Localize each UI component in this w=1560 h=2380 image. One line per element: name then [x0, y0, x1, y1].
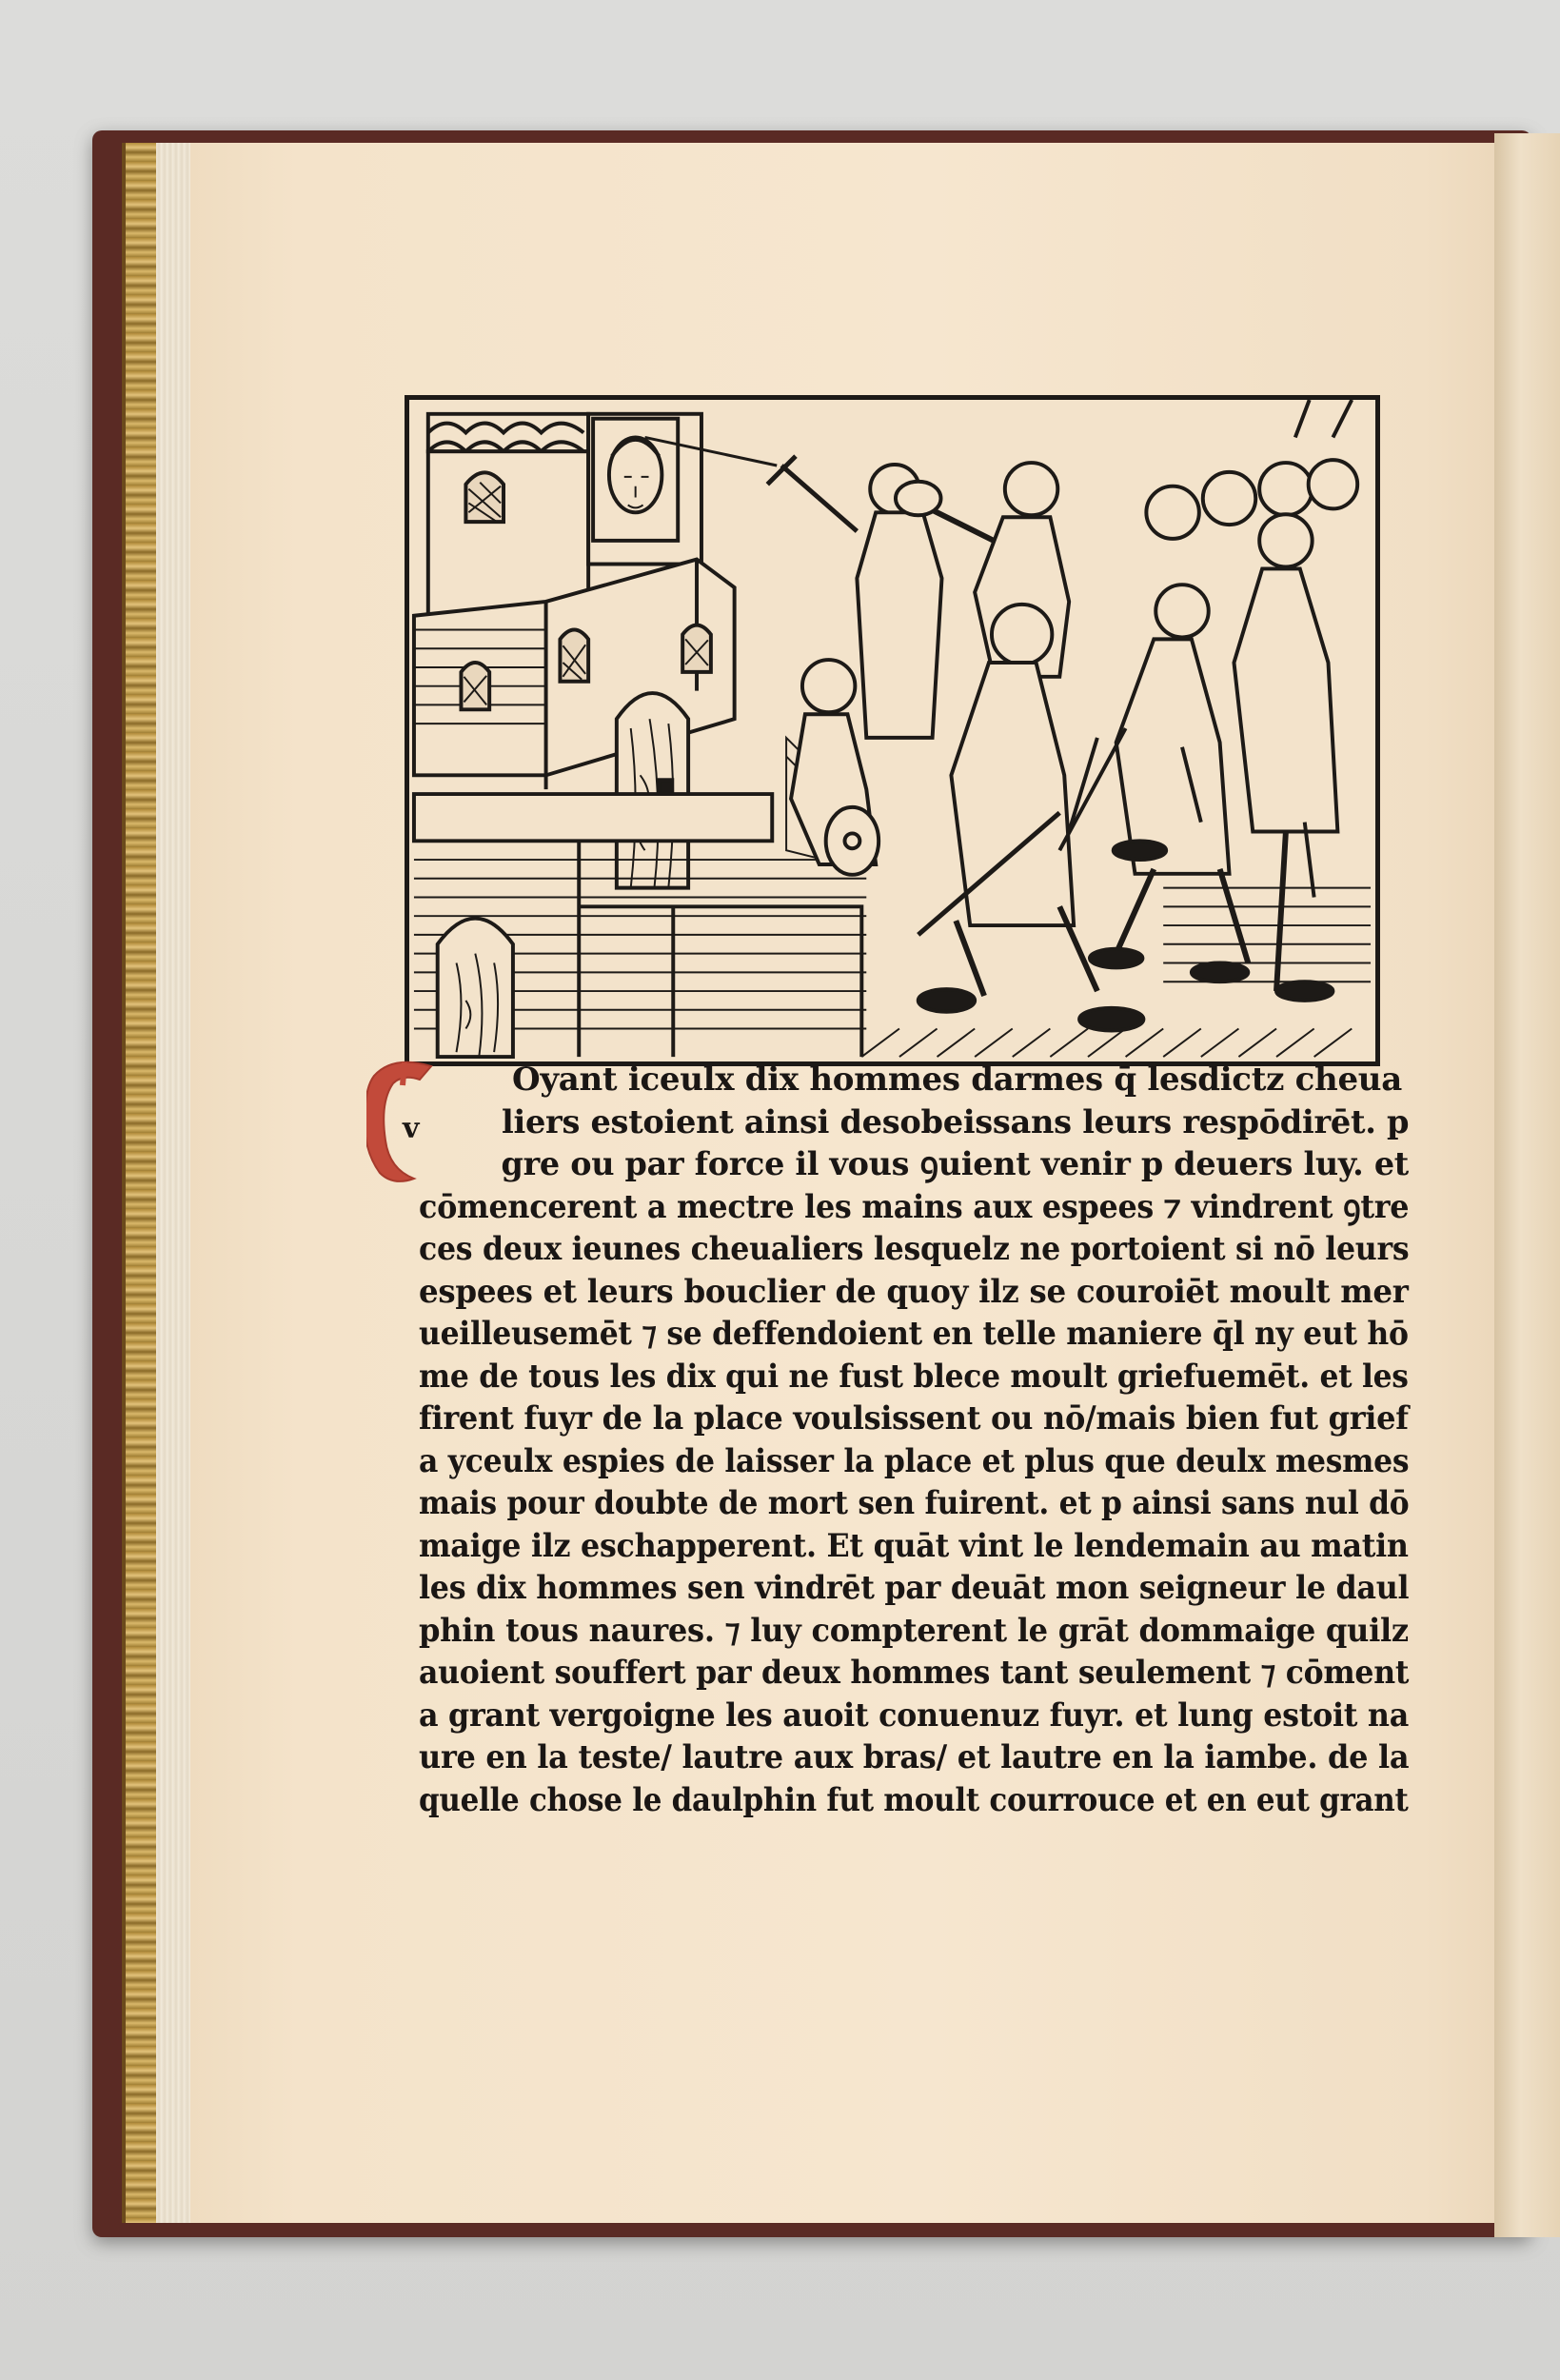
text-line-4: cōmencerent a mectre les mains aux espees ⁊ vindrent ꝯtre: [419, 1187, 1410, 1226]
facing-page-edge: [1494, 133, 1560, 2237]
text-line-2: liers estoient ainsi desobeissans leurs respōdirēt. p: [501, 1102, 1410, 1141]
text-line-18: quelle chose le daulphin fut moult courrouce et en eut grant: [419, 1780, 1409, 1819]
text-line-17: ure en la teste/ lautre aux bras/ et lautre en la iambe. de la: [419, 1738, 1410, 1776]
text-line-15: auoient souffert par deux hommes tant seulement ⁊ cōment: [419, 1654, 1410, 1692]
gilt-edge: [122, 143, 161, 2223]
text-line-7: ueilleusemēt ⁊ se deffendoient en telle maniere q̄l ny eut hō: [419, 1315, 1409, 1353]
text-line-16: a grant vergoigne les auoit conuenuz fuyr. et lung estoit na: [419, 1696, 1409, 1735]
woodcut-illustration: [405, 395, 1380, 1066]
text-line-8: me de tous les dix qui ne fust blece moult griefuemēt. et les: [419, 1357, 1409, 1396]
text-line-1: Oyant iceulx dix hommes darmes q̄ lesdictz cheua: [512, 1061, 1402, 1099]
text-line-14: phin tous naures. ⁊ luy compterent le grāt dommaige quilz: [419, 1611, 1409, 1650]
text-line-13: les dix hommes sen vindrēt par deuāt mon seigneur le daul: [419, 1569, 1410, 1607]
page-edges: [156, 143, 194, 2223]
guide-letter: v: [403, 1112, 420, 1145]
text-line-11: mais pour doubte de mort sen fuirent. et p ainsi sans nul dō: [419, 1484, 1410, 1522]
text-block: [419, 1059, 1409, 1821]
text-line-9: firent fuyr de la place voulsissent ou nō/mais bien fut grief: [419, 1399, 1409, 1438]
text-line-12: maige ilz eschapperent. Et quāt vint le lendemain au matin: [419, 1526, 1409, 1565]
text-line-3: gre ou par force il vous ꝯuient venir p deuers luy. et: [501, 1145, 1409, 1183]
text-line-6: espees et leurs bouclier de quoy ilz se couroiēt moult mer: [419, 1272, 1409, 1311]
text-line-10: a yceulx espies de laisser la place et plus que deulx mesmes: [419, 1441, 1410, 1480]
text-line-5: ces deux ieunes cheualiers lesquelz ne portoient si nō leurs: [419, 1230, 1410, 1268]
